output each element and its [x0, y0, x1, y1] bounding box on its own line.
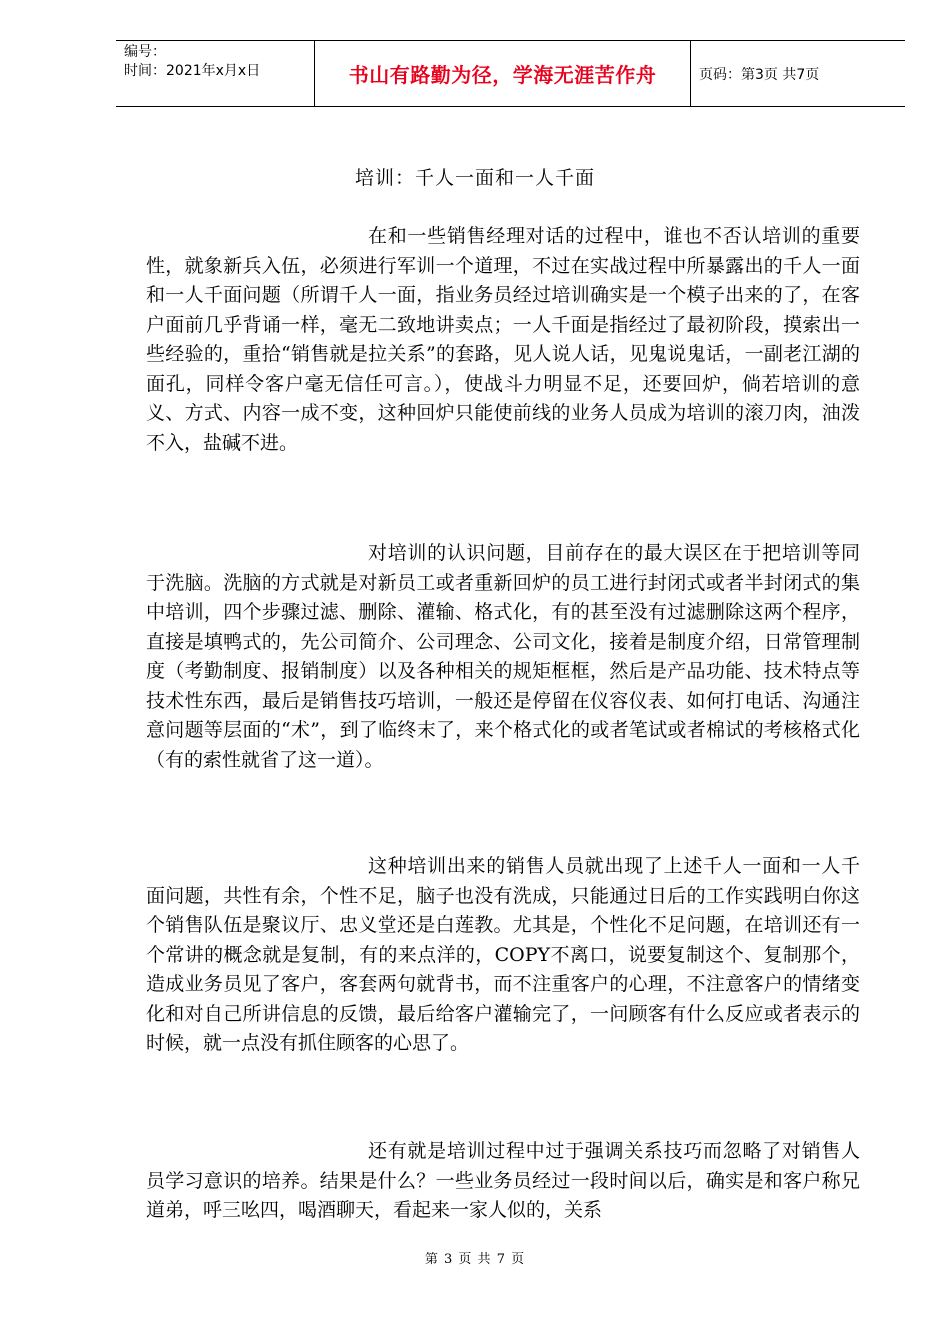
- header-motto-cell: [315, 41, 691, 106]
- header-motto: 书山有路勤为径，学海无涯苦作舟: [348, 63, 657, 87]
- header-page-info: 页码：第3页 共7页: [699, 66, 820, 83]
- document-number-label: 编号：: [124, 44, 166, 60]
- document-time-label: 时间：2021年x月x日: [124, 63, 261, 79]
- body-paragraph: 还有就是培训过程中过于强调关系技巧而忽略了对销售人员学习意识的培养。结果是什么？一些业务员经过一段时间以后，确实是和客户称兄道弟，呼三吆四，喝酒聊天，看起来一家人似的，关系: [146, 1140, 860, 1221]
- header-page-cell: [691, 41, 905, 106]
- body-paragraph: 在和一些销售经理对话的过程中，谁也不否认培训的重要性，就象新兵入伍，必须进行军训一个道理，不过在实战过程中所暴露出的千人一面和一人千面问题（所谓千人一面，指业务员经过培训确实是一个模子出来的了，在客户面前几乎背诵一样，毫无二致地讲卖点；一人千面是指经过了最初阶段，摸索出一些经验的，重拾“销售就是拉关系”的套路，见人说人话，见鬼说鬼话，一副老江湖的面孔，同样令客户毫无信任可言。），使战斗力明显不足，还要回炉，倘若培训的意义、方式、内容一成不变，这种回炉只能使前线的业务人员成为培训的滚刀肉，油泼不入，盐碱不进。: [146, 225, 860, 454]
- page-header: [116, 40, 905, 107]
- page-footer: 第 3 页 共 7 页: [424, 1252, 526, 1267]
- document-title: 培训：千人一面和一人千面: [354, 167, 595, 189]
- header-meta-cell: [116, 41, 315, 106]
- body-paragraph: 对培训的认识问题，目前存在的最大误区在于把培训等同于洗脑。洗脑的方式就是对新员工或者重新回炉的员工进行封闭式或者半封闭式的集中培训，四个步骤过滤、删除、灌输、格式化，有的甚至没有过滤删除这两个程序，直接是填鸭式的，先公司简介、公司理念、公司文化，接着是制度介绍，日常管理制度（考勤制度、报销制度）以及各种相关的规矩框框，然后是产品功能、技术特点等技术性东西，最后是销售技巧培训，一般还是停留在仪容仪表、如何打电话、沟通注意问题等层面的“术”，到了临终末了，来个格式化的或者笔试或者棉试的考核格式化（有的索性就省了这一道）。: [146, 542, 860, 771]
- body-paragraph: 这种培训出来的销售人员就出现了上述千人一面和一人千面问题，共性有余，个性不足，脑子也没有洗成，只能通过日后的工作实践明白你这个销售队伍是聚议厅、忠义堂还是白莲教。尤其是，个性化不足问题，在培训还有一个常讲的概念就是复制，有的来点洋的，COPY不离口，说要复制这个、复制那个，造成业务员见了客户，客套两句就背书，而不注重客户的心理，不注意客户的情绪变化和对自己所讲信息的反馈，最后给客户灌输完了，一问顾客有什么反应或者表示的时候，就一点没有抓住顾客的心思了。: [146, 855, 860, 1054]
